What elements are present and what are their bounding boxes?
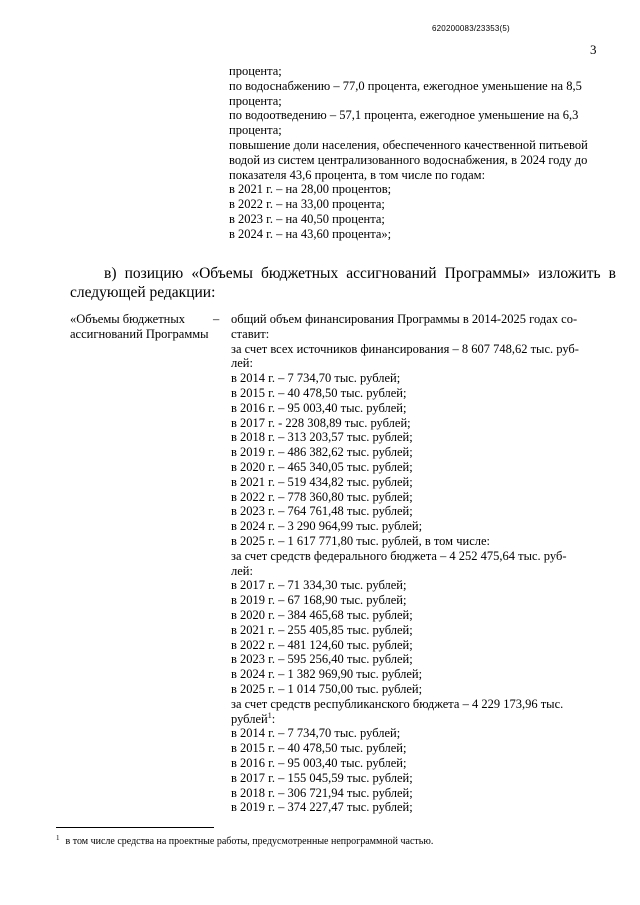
text-line: в 2021 г. – 255 405,85 тыс. рублей; bbox=[231, 622, 413, 637]
text-line: процента; bbox=[229, 123, 282, 138]
text-line: процента; bbox=[229, 93, 282, 108]
text-line: в 2017 г. - 228 308,89 тыс. рублей; bbox=[231, 415, 411, 430]
text-fragment: : bbox=[271, 711, 276, 726]
text-line: в 2020 г. – 465 340,05 тыс. рублей; bbox=[231, 459, 413, 474]
text-line: в 2018 г. – 306 721,94 тыс. рублей; bbox=[231, 785, 413, 800]
text-line: за счет всех источников финансирования – 8 607 748,62 тыс. руб- bbox=[231, 341, 579, 356]
text-line: в 2022 г. – 778 360,80 тыс. рублей; bbox=[231, 489, 413, 504]
text-line: в 2018 г. – 313 203,57 тыс. рублей; bbox=[231, 430, 413, 445]
footnote-reference: 1 bbox=[267, 710, 272, 720]
text-line: в 2025 г. – 1 617 771,80 тыс. рублей, в том числе: bbox=[231, 533, 491, 548]
text-line: в 2022 г. – 481 124,60 тыс. рублей; bbox=[231, 637, 413, 652]
text-line: в 2016 г. – 95 003,40 тыс. рублей; bbox=[231, 755, 407, 770]
funding-text-block bbox=[231, 312, 601, 815]
text-line: процента; bbox=[229, 64, 282, 78]
text-line: в 2022 г. – на 33,00 процента; bbox=[229, 197, 385, 212]
table-left-label: «Объемы бюджетных ассигнований Программы bbox=[70, 312, 209, 341]
text-line: в 2019 г. – 374 227,47 тыс. рублей; bbox=[231, 800, 413, 815]
text-line: в 2025 г. – 1 014 750,00 тыс. рублей; bbox=[231, 681, 423, 696]
text-line: в 2016 г. – 95 003,40 тыс. рублей; bbox=[231, 400, 407, 415]
text-line: по водоотведению – 57,1 процента, ежегодное уменьшение на 6,3 bbox=[229, 108, 579, 123]
page-number: 3 bbox=[590, 42, 597, 57]
text-line: в 2020 г. – 384 465,68 тыс. рублей; bbox=[231, 607, 413, 622]
text-line: в 2024 г. – 1 382 969,90 тыс. рублей; bbox=[231, 667, 423, 682]
text-line: в 2024 г. – 3 290 964,99 тыс. рублей; bbox=[231, 519, 423, 534]
text-line: в 2024 г. – на 43,60 процента»; bbox=[229, 226, 392, 241]
text-line: в 2015 г. – 40 478,50 тыс. рублей; bbox=[231, 741, 407, 756]
document-id: 620200083/23353(5) bbox=[432, 24, 510, 33]
text-line: за счет средств федерального бюджета – 4 252 475,64 тыс. руб- bbox=[231, 548, 567, 563]
text-line: повышение доли населения, обеспеченного качественной питьевой bbox=[229, 137, 588, 152]
text-line: общий объем финансирования Программы в 2014-2025 годах со- bbox=[231, 312, 578, 326]
text-line: в 2017 г. – 71 334,30 тыс. рублей; bbox=[231, 578, 407, 593]
text-line: в 2023 г. – на 40,50 процента; bbox=[229, 211, 385, 226]
text-line: лей: bbox=[231, 356, 253, 371]
text-line: в 2023 г. – 595 256,40 тыс. рублей; bbox=[231, 652, 413, 667]
text-line: в 2014 г. – 7 734,70 тыс. рублей; bbox=[231, 726, 401, 741]
text-line: по водоснабжению – 77,0 процента, ежегодное уменьшение на 8,5 bbox=[229, 78, 582, 93]
text-fragment: рублей bbox=[231, 711, 268, 726]
text-line: в 2017 г. – 155 045,59 тыс. рублей; bbox=[231, 770, 413, 785]
footnote bbox=[56, 836, 616, 848]
text-line: в 2015 г. – 40 478,50 тыс. рублей; bbox=[231, 385, 407, 400]
text-line: за счет средств республиканского бюджета – 4 229 173,96 тыс. bbox=[231, 696, 564, 711]
text-line: в 2019 г. – 67 168,90 тыс. рублей; bbox=[231, 593, 407, 608]
footnote-mark: 1 bbox=[56, 834, 60, 842]
text-line: в 2014 г. – 7 734,70 тыс. рублей; bbox=[231, 371, 401, 386]
footnote-text: в том числе средства на проектные работы, предусмотренные непрограммной частью. bbox=[65, 836, 434, 847]
text-line: водой из систем централизованного водоснабжения, в 2024 году до bbox=[229, 152, 588, 167]
targets-text-block bbox=[229, 64, 619, 242]
table-dash: – bbox=[213, 312, 220, 326]
text-line: в 2023 г. – 764 761,48 тыс. рублей; bbox=[231, 504, 413, 519]
text-line: в 2021 г. – на 28,00 процентов; bbox=[229, 182, 392, 197]
text-line: ставит: bbox=[231, 326, 270, 341]
text-line: в 2021 г. – 519 434,82 тыс. рублей; bbox=[231, 474, 413, 489]
text-line-with-footnote bbox=[231, 712, 601, 727]
text-line: показателя 43,6 процента, в том числе по годам: bbox=[229, 167, 486, 182]
text-line: лей: bbox=[231, 563, 253, 578]
text-line: в 2019 г. – 486 382,62 тыс. рублей; bbox=[231, 445, 413, 460]
footnote-separator bbox=[56, 827, 214, 828]
paragraph-b: в) позицию «Объемы бюджетных ассигнований Программы» изложить в следующей редакции: bbox=[70, 265, 616, 301]
